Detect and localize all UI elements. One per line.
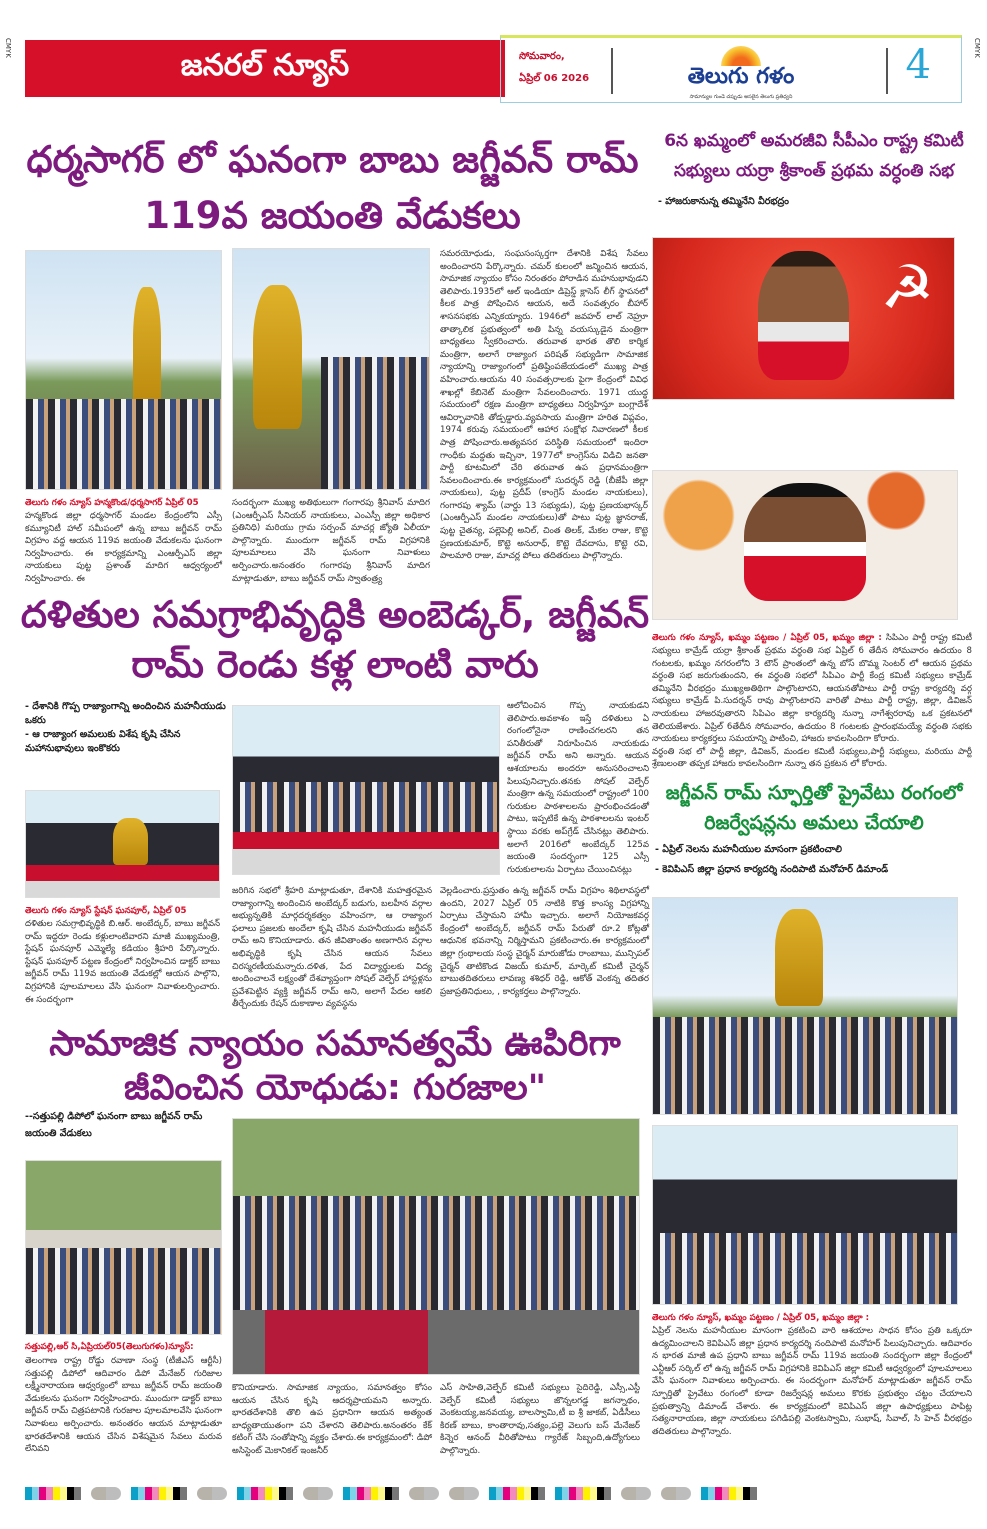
dateline: తెలుగు గళం న్యూస్ హన్మకొండ/ధర్మసాగర్ ఏప్రిల్ 05 <box>25 498 199 508</box>
dateline: సత్తుపల్లి,ఆర్ సి,ఏప్రియల్05(తెలుగుగళం)న్యూస్: <box>25 1342 194 1352</box>
gray-patch <box>409 1487 439 1500</box>
color-swatch <box>138 1487 145 1500</box>
color-swatch <box>722 1487 729 1500</box>
bullet-points <box>655 840 975 880</box>
gray-patch <box>621 1487 651 1500</box>
color-swatch <box>729 1487 736 1500</box>
photo-kvps-meeting <box>652 1125 958 1305</box>
photo-stage-group <box>232 705 500 875</box>
color-swatch <box>67 1487 74 1500</box>
gray-patch <box>303 1487 333 1500</box>
color-swatch <box>583 1487 590 1500</box>
color-swatch <box>173 1487 180 1500</box>
color-swatch <box>286 1487 293 1500</box>
color-swatch <box>708 1487 715 1500</box>
article-text: తెలంగాణ రాష్ట్ర రోడ్డు రవాణా సంస్థ (టీజీఎస్ ఆర్టీసీ) సత్తుపల్లి డిపోలో ఆదివారం డిపో మేనేజర్ గురిజాల లక్ష్మీనారాయణ ఆధ్వర్యంలో బాబు జగ్జీవన్ రామ్ జయంతి వేడుకలను ఘనంగా నిర్వహించారు. ముందుగా డాక్టర్ బాబు జగ్జీవన్ రామ్ చిత్రపటానికి గురజాల పూలమాలవేసి ఘనంగా నివాళులు అర్పించారు. అనంతరం ఆయన మాట్లాడుతూ భారతదేశానికి ఆయన చేసిన విశేషమైన సేవలు మరువ లేనివని <box>25 1356 222 1455</box>
color-swatch <box>736 1487 743 1500</box>
color-swatch <box>39 1487 46 1500</box>
color-swatch <box>597 1487 604 1500</box>
masthead <box>500 35 962 103</box>
color-swatch <box>750 1487 757 1500</box>
article-body: వర్ధంతి సభ లో పార్టీ జిల్లా, డివిజన్, మండల కమిటీ సభ్యులు,పార్టీ సభ్యులు, మరియు పార్టీ శ్రేణులంతా తప్పక హాజరు కావలసిందిగా నున్నా తన ప్రకటన లో కోరారు. <box>652 746 972 770</box>
dateline: తెలుగు గళం న్యూస్, ఖమ్మం పట్టణం / ఏప్రిల్ 05, ఖమ్మం జిల్లా : <box>652 633 882 643</box>
color-swatch <box>569 1487 576 1500</box>
color-swatch <box>392 1487 399 1500</box>
headline-khammam-cpm: 6న ఖమ్మంలో అమరజీవి సీపీఎం రాష్ట్ర కమిటీ సభ్యులు యర్రా శ్రీకాంత్ ప్రథమ వర్ధంతి సభ <box>664 131 964 181</box>
color-swatch <box>180 1487 187 1500</box>
gray-patch <box>449 1487 479 1500</box>
color-swatch <box>74 1487 81 1500</box>
color-swatch <box>350 1487 357 1500</box>
headline-gurajala: సామాజిక న్యాయం సమానత్వమే ఊపిరిగా జీవించిన యోధుడు: గురజాల" <box>49 1024 621 1108</box>
color-swatch <box>524 1487 531 1500</box>
section-banner: జనరల్ న్యూస్ <box>25 40 505 97</box>
photo-portrait-srikanth <box>652 237 955 400</box>
page-number: 4 <box>905 42 931 88</box>
gray-patch <box>197 1487 227 1500</box>
color-swatch <box>378 1487 385 1500</box>
registration-mark: CMYK <box>973 38 981 58</box>
gray-patch <box>661 1487 691 1500</box>
article-text: కొనియాడారు. సామాజిక న్యాయం, సమానత్వం కోసం ఆయన చేసిన కృషి ఆదర్శప్రాయమని అన్నారు. భారతదేశానికి తొలి ఉప ప్రధానిగా ఆయన అత్యంత బాధ్యతాయుతంగా పని చేశారని తెలిపారు.అనంతరం కేక్ కటింగ్ చేసి సంతోషాన్ని వ్యక్తం చేశారు.ఈ కార్యక్రమంలో: డిపో అసిస్టెంట్ మెకానికల్ ఇంజనీర్ <box>232 1383 432 1456</box>
color-swatch <box>517 1487 524 1500</box>
color-swatch <box>604 1487 611 1500</box>
bullet-points <box>25 700 230 756</box>
color-swatch <box>715 1487 722 1500</box>
article-text: ఏప్రిల్ నెలను మహనీయుల మాసంగా ప్రకటించి వారి ఆశయాల సాధన కోసం ప్రతి ఒక్కరూ ఉద్యమించాలని కెవిపిఎస్ జిల్లా ప్రధాన కార్యదర్శి నందిపాటి మనోహర్ పిలుపునిచ్చారు. ఆదివారం న భారత మాజీ ఉప ప్రధాని బాబు జగ్జీవన్ రామ్ 119వ జయంతి సందర్భంగా జిల్లా కేంద్రంలో ఎన్టీఆర్ సర్కిల్ లో ఉన్న జగ్జీవన్ రామ్ విగ్రహానికి కెవిపిఎస్ జిల్లా కమిటీ ఆధ్వర్యంలో పూలమాలలు వేసి ఘనంగా నివాళులు అర్పించారు. ఈ సందర్భంగా మనోహర్ మాట్లాడుతూ జగ్జీవన్ రామ్ స్ఫూర్తితో ప్రైవేటు రంగంలో కూడా రిజర్వేషన్ల అమలు కొరకు ప్రభుత్వం చట్టం చేయాలని ప్రభుత్వాన్ని డిమాండ్ చేశారు. ఈ కార్యక్రమంలో కెవిపిఎస్ జిల్లా ఉపాధ్యక్షులు పాపిట్ల సత్యనారాయణ, జిల్లా నాయకులు పగిడిపల్లి వెంకటస్వామి, సుభాష్, సివాల్, సి హెచ్ వీరభద్రం తదితరులు పాల్గొన్నారు. <box>652 1326 972 1437</box>
subheadline: - హాజరుకానున్న తమ్మినేని వీరభద్రం <box>658 196 789 207</box>
gray-patch <box>91 1487 121 1500</box>
color-swatch <box>510 1487 517 1500</box>
headline-private-reservations: జగ్జీవన్ రామ్ స్ఫూర్తితో ప్రైవేటు రంగంలో రిజర్వేషన్లను అమలు చేయాలి <box>665 782 963 834</box>
color-swatch <box>251 1487 258 1500</box>
color-swatch <box>576 1487 583 1500</box>
newspaper-logo <box>671 46 811 98</box>
article-text: ఎస్ సాహితి,వెల్ఫేర్ కమిటీ సభ్యులు సైదిరెడ్డి, ఎస్సీ,ఎస్టీ వెల్ఫేర్ కమిటీ సభ్యులు జొన్నలగడ్డ జగన్నాథం, వెంకటయ్య,జనవయ్య, బాలస్వామి,టీ ఐ శ్రీ జాకబ్, ఏడీసీలు కిరణ్ బాబు, కాంతారావు,సత్యం,పల్లె వెలుగు బస్ మేనేజర్ కిన్నెర ఆనంద్ వీరితోపాటు గ్యారేజ్ సిబ్బంది,ఉద్యోగులు పాల్గొన్నారు. <box>440 1383 640 1456</box>
dateline: తెలుగు గళం న్యూస్ స్టేషన్ ఘనపూర్, ఏప్రిల్ 05 <box>25 906 187 916</box>
color-swatch <box>279 1487 286 1500</box>
color-swatch <box>145 1487 152 1500</box>
color-swatch <box>743 1487 750 1500</box>
bullet-item: - కెవిపిఎస్ జిల్లా ప్రధాన కార్యదర్శి నందిపాటి మనోహర్ డిమాండ్ <box>655 864 889 875</box>
color-swatch <box>25 1487 32 1500</box>
headline-dharmasagar: ధర్మసాగర్ లో ఘనంగా బాబు జగ్జీవన్ రామ్ 119వ జయంతి వేడుకలు <box>26 138 639 237</box>
photo-statue-gathering <box>25 250 222 490</box>
color-swatch <box>357 1487 364 1500</box>
gray-patch <box>449 1487 479 1500</box>
color-swatch <box>32 1487 39 1500</box>
article-body: సిపిఎం పార్టీ రాష్ట్ర కమిటీ సభ్యులు కామ్రేడ్ యర్రా శ్రీకాంత్ ప్రథమ వర్ధంతి సభ ఏప్రిల్ 6 తేదీన సోమవారం ఉదయం 8 గంటలకు, ఖమ్మం నగరంలోని 3 టౌన్ ప్రాంతంలో ఉన్న బోస్ బొమ్మ సెంటర్ లో ఆయన ప్రథమ వర్ధంతి సభ జరుగుతుందని, ఈ వర్ధంతి సభలో సిపిఎం పార్టీ కేంద్ర కమిటీ సభ్యులు కామ్రేడ్ తమ్మినేని వీరభద్రం ముఖ్యఅతిథిగా పాల్గొంటారని, ఆయనతోపాటు పార్టీ రాష్ట్ర కార్యదర్శి వర్గ సభ్యులు కామ్రేడ్ పి.సుదర్శన్ రావు పాల్గొంటారని వారితో పాటు పార్టీ రాష్ట్ర, జిల్లా, డివిజన్ నాయకులు హాజరవుతారని సిపిఎం జిల్లా కార్యదర్శి నున్నా నాగేశ్వరరావు ఒక ప్రకటనలో తెలియజేశారు. ఏప్రిల్ 6తేదీన సోమవారం, ఉదయం 8 గంటలకు ప్రారంభమయ్యే వర్ధంతి సభకు నాయకులు కార్యకర్తలు సమయాన్ని పాటించి, హాజరు కావలసిందిగా కోరారు. <box>652 633 972 745</box>
bullet-item: - దేశానికి గొప్ప రాజ్యాంగాన్ని అందించిన మహనీయుడు ఒకరు <box>25 701 226 726</box>
divider <box>611 48 613 94</box>
color-swatch-group <box>25 1487 81 1500</box>
gray-patch <box>197 1487 227 1500</box>
photo-cake-cutting <box>232 1118 640 1375</box>
color-swatch-group <box>489 1487 545 1500</box>
photo-stage-statue <box>25 790 220 898</box>
color-swatch <box>701 1487 708 1500</box>
article-text <box>652 632 972 771</box>
subheadline: --సత్తుపల్లి డిపోలో ఘనంగా బాబు జగ్జీవన్ రామ్ జయంతి వేడుకలు <box>25 1111 203 1139</box>
issue-date-text: ఏప్రిల్ 06 2026 <box>519 73 590 84</box>
color-swatch <box>166 1487 173 1500</box>
issue-day: సోమవారం, <box>519 51 565 62</box>
color-swatch <box>272 1487 279 1500</box>
print-color-bar <box>25 1487 975 1500</box>
color-swatch <box>258 1487 265 1500</box>
color-swatch <box>237 1487 244 1500</box>
color-swatch <box>496 1487 503 1500</box>
color-swatch <box>489 1487 496 1500</box>
registration-mark: CMYK <box>4 38 12 58</box>
article-text: ఆలోచించిన గొప్ప నాయకుడని తెలిపారు.అవకాశం ఇస్తే దళితులు ఏ రంగంలోనైనా రాణించగలరని తన పనితీరుతో నిరూపించిన నాయకుడు జగ్జీవన్ రామ్ అని అన్నారు. ఆయన ఆశయాలను అందరూ అనుసరించాలని పిలుపునిచ్చారు.తనకు సోషల్ వెల్ఫేర్ మంత్రిగా ఉన్న సమయంలో రాష్ట్రంలో 100 గురుకుల పాఠశాలలను ప్రారంభించడంతో పాటు, ఇప్పటికే ఉన్న పాఠశాలలను ఇంటర్ స్థాయి వరకు అప్‌గ్రేడ్ చేసినట్లు తెలిపారు. అలాగే 2016లో అంబేద్కర్ 125వ జయంతి సందర్భంగా 125 ఎస్సీ గురుకులాలను ఏర్పాటు చేయించినట్లు <box>507 701 649 875</box>
color-swatch <box>385 1487 392 1500</box>
color-swatch-group <box>701 1487 757 1500</box>
color-swatch <box>265 1487 272 1500</box>
photo-portrait-veerabhadram <box>652 470 958 620</box>
article-text: జరిగిన సభలో శ్రీహరి మాట్లాడుతూ, దేశానికి మహత్తరమైన రాజ్యాంగాన్ని అందించిన అంబేద్కర్ బడుగు, బలహీన వర్గాల అభ్యున్నతికి మార్గదర్శకత్వం వహించగా, ఆ రాజ్యాంగ ఫలాలు ప్రజలకు అందేలా కృషి చేసిన మహనీయుడు జగ్జీవన్ రామ్ అని కొనియాడారు. తన జీవితాంతం అణగారిన వర్గాల అభివృద్ధికి కృషి చేసిన ఆయన సేవలు చిరస్మరణీయమన్నారు.దళిత, పేద విద్యార్థులకు విద్య అందించాలనే లక్ష్యంతో దేశవ్యాప్తంగా సోషల్ వెల్ఫేర్ హాస్టళ్లను ప్రవేశపెట్టిన వ్యక్తి జగ్జీవన్ రామ్ అని, అలాగే పేదల ఆకలి తీర్చేందుకు రేషన్ దుకాణాల వ్యవస్థను <box>232 886 432 1010</box>
headline-ambedkar-jagjivan: దళితుల సమగ్రాభివృద్ధికి అంబెడ్కర్, జగ్జీవన్ రామ్ రెండు కళ్ల లాంటి వారు <box>20 593 650 686</box>
article-text: హన్మకొండ జిల్లా ధర్మసాగర్ మండల కేంద్రంలోని ఎస్సీ కమ్యూనిటీ హాల్ సమీపంలో ఉన్న బాబు జగ్జీవన్ రామ్ విగ్రహం వద్ద ఆయన 119వ జయంతి వేడుకలను ఘనంగా నిర్వహించారు. ఈ కార్యక్రమాన్ని ఎంఆర్పీఎస్ జిల్లా నాయకులు పుట్ట ప్రశాంత్ మాదిగ ఆధ్వర్యంలో నిర్వహించారు. ఈ <box>25 511 222 584</box>
color-swatch <box>531 1487 538 1500</box>
gray-patch <box>621 1487 651 1500</box>
article-text: దళితుల సమగ్రాభివృద్ధికి బి.ఆర్. అంబేద్కర్, బాబు జగ్జీవన్ రామ్ ఇద్దరూ రెండు కళ్లులాంటివారని మాజీ ముఖ్యమంత్రి, స్టేషన్ ఘనపూర్ ఎమ్మెల్యే కడియం శ్రీహరి పేర్కొన్నారు. స్టేషన్ ఘనపూర్ పట్టణ కేంద్రంలో నిర్వహించిన డాక్టర్ బాబు జగ్జీవన్ రామ్ 119వ జయంతి వేడుకల్లో ఆయన పాల్గొని, విగ్రహానికి పూలమాలలు వేసి ఘనంగా నివాళులర్పించారు. ఈ సందర్భంగా <box>25 919 220 1005</box>
color-swatch <box>555 1487 562 1500</box>
color-swatch <box>590 1487 597 1500</box>
color-swatch-group <box>343 1487 399 1500</box>
color-swatch <box>503 1487 510 1500</box>
photo-depot-ceremony <box>25 1160 222 1335</box>
photo-statue-garlanding <box>232 248 430 490</box>
color-swatch-group <box>131 1487 187 1500</box>
color-swatch <box>159 1487 166 1500</box>
logo-name: తెలుగు గళం <box>687 64 795 89</box>
gray-patch <box>409 1487 439 1500</box>
color-swatch <box>46 1487 53 1500</box>
color-swatch <box>60 1487 67 1500</box>
color-swatch-group <box>237 1487 293 1500</box>
logo-tagline: సామాన్యుల గుండె చప్పుడు అసలైన తెలుగు ప్రతిధ్వని <box>689 94 793 100</box>
photo-ntr-circle-statue <box>652 897 958 1115</box>
color-swatch <box>131 1487 138 1500</box>
color-swatch <box>53 1487 60 1500</box>
gray-patch <box>661 1487 691 1500</box>
color-swatch <box>364 1487 371 1500</box>
article-text: సందర్భంగా ముఖ్య అతిథులుగా గంగారపు శ్రీనివాస్ మాదిగ (ఎంఆర్పీఎస్ సీనియర్ నాయకులు, ఎంఎస్పీ జిల్లా అధికార ప్రతినిధి) మరియు గ్రామ సర్పంచ్ మాచర్ల జ్యోతి ఏలీయా పాల్గొన్నారు. ముందుగా జగ్జీవన్ రామ్ విగ్రహానికి పూలమాలలు వేసి ఘనంగా నివాళులు అర్పించారు.అనంతరం గంగారపు శ్రీనివాస్ మాదిగ మాట్లాడుతూ, బాబు జగ్జీవన్ రామ్ స్వాతంత్ర్య <box>232 498 430 584</box>
issue-date <box>519 46 589 90</box>
gray-patch <box>91 1487 121 1500</box>
hammer-sickle-icon: ☭ <box>880 253 934 323</box>
article-text: సమరయోధుడు, సంఘసంస్కర్తగా దేశానికి విశేష సేవలు అందించారని పేర్కొన్నారు. చమర్ కులంలో జన్మించిన ఆయన, సామాజిక న్యాయం కోసం నిరంతరం పోరాడిన మహనుభావుడని తెలిపారు.1935లో ఆల్ ఇండియా డిప్రెస్డ్ క్లాసెస్ లీగ్ స్థాపనలో కీలక పాత్ర పోషించిన ఆయన, అదే సంవత్సరం బీహార్ శాసనసభకు ఎన్నికయ్యారు. 1946లో జవహర్ లాల్ నెహ్రూ తాత్కాలిక ప్రభుత్వంలో అతి పిన్న వయస్కుడైన మంత్రిగా బాధ్యతలు స్వీకరించారు. తరువాత భారత తొలి కార్మిక మంత్రిగా, అలాగే రాజ్యాంగ పరిషత్ సభ్యుడిగా సామాజిక న్యాయాన్ని రాజ్యాంగంలో ప్రతిష్ఠింపజేయడంలో ముఖ్య పాత్ర వహించారు.ఆయను 40 సంవత్సరాలకు పైగా కేంద్రంలో వివిధ శాఖల్లో కేబినెట్ మంత్రిగా సేవలందించారు. 1971 యుద్ధ సమయంలో రక్షణ మంత్రిగా బాధ్యతలు నిర్వహిస్తూ బంగ్లాదేశ్ ఆవిర్భావానికి తోడ్పడ్డారు.వ్యవసాయ మంత్రిగా హరిత విప్లవం, 1974 కరువు సమయంలో ఆహార సంక్షోభ నివారణలో కీలక పాత్ర పోషించారు.అత్యవసర పరిస్థితి సమయంలో ఇందిరా గాంధీకు మద్దతు ఇచ్చినా, 1977లో కాంగ్రెస్‌ను విడిచి జనతా పార్టీ కూటమిలో చేరి తరువాత ఉప ప్రధానమంత్రిగా సేవలందించారు.ఈ కార్యక్రమంలో సుదర్శన్ రెడ్డి (బీజేపీ జిల్లా నాయకులు), పుట్ట ప్రదీప్ (కాంగ్రెస్ మండల నాయకులు), గంగారపు శ్యామ్ (వార్డు 13 సభ్యుడు), పుట్ట ప్రణయభాస్కర్ (ఎంఆర్పీఎస్ మండల నాయకులు)తో పాటు పుట్ట జ్ఞానరాజ్, పుట్ట చైతన్య, పల్లెపెల్లి అనిల్, చింత తిలక్, మేకల రాజు, కొట్టె ప్రణయకుమార్, కొట్టె అనురాధ్, కొట్టె దేవదాసు, కొట్టె రవి, పాలమారి రాజు, మాచర్ల పోలు తదితరులు పాల్గొన్నారు. <box>440 249 648 562</box>
article-text: వెల్లడించారు.ప్రస్తుతం ఉన్న జగ్జీవన్ రామ్ విగ్రహం శిథిలావస్థలో ఉందని, 2027 ఏప్రిల్ 05 నాటికి కొత్త కాంస్య విగ్రహాన్ని ఏర్పాటు చేస్తామని హామీ ఇచ్చారు. అలాగే నియోజకవర్గ కేంద్రంలో అంబేద్కర్, జగ్జీవన్ రామ్ పేరుతో రూ.2 కోట్లతో ఆధునిక భవనాన్ని నిర్మిస్తామని ప్రకటించారు.ఈ కార్యక్రమంలో జిల్లా గ్రంథాలయ సంస్థ చైర్మన్ మారుజోడు రాంబాబు, మున్సిపల్ చైర్మన్ తాటికొండ విజయ్ కుమార్, మార్కెట్ కమిటీ చైర్మన్ బాబుతదితరులు లావణ్య శశిధర్ రెడ్డి, ఆకోత్ వెంకన్న తదితర ప్రజాప్రతినిధులు, , కార్యకర్తలు పాల్గొన్నారు. <box>440 886 649 997</box>
color-swatch <box>152 1487 159 1500</box>
sun-logo-icon <box>721 46 761 66</box>
color-swatch <box>371 1487 378 1500</box>
color-swatch <box>343 1487 350 1500</box>
color-swatch <box>538 1487 545 1500</box>
dateline: తెలుగు గళం న్యూస్, ఖమ్మం పట్టణం / ఏప్రిల్ 05, ఖమ్మం జిల్లా : <box>652 1313 870 1323</box>
color-swatch <box>244 1487 251 1500</box>
gray-patch <box>303 1487 333 1500</box>
bullet-item: - ఏప్రిల్ నెలను మహనీయుల మాసంగా ప్రకటించాలి <box>655 844 842 855</box>
color-swatch <box>562 1487 569 1500</box>
color-swatch-group <box>555 1487 611 1500</box>
divider <box>886 48 888 94</box>
bullet-item: - ఆ రాజ్యాంగ అమలుకు విశేష కృషి చేసిన మహానుభావులు ఇంకొకరు <box>25 729 181 754</box>
